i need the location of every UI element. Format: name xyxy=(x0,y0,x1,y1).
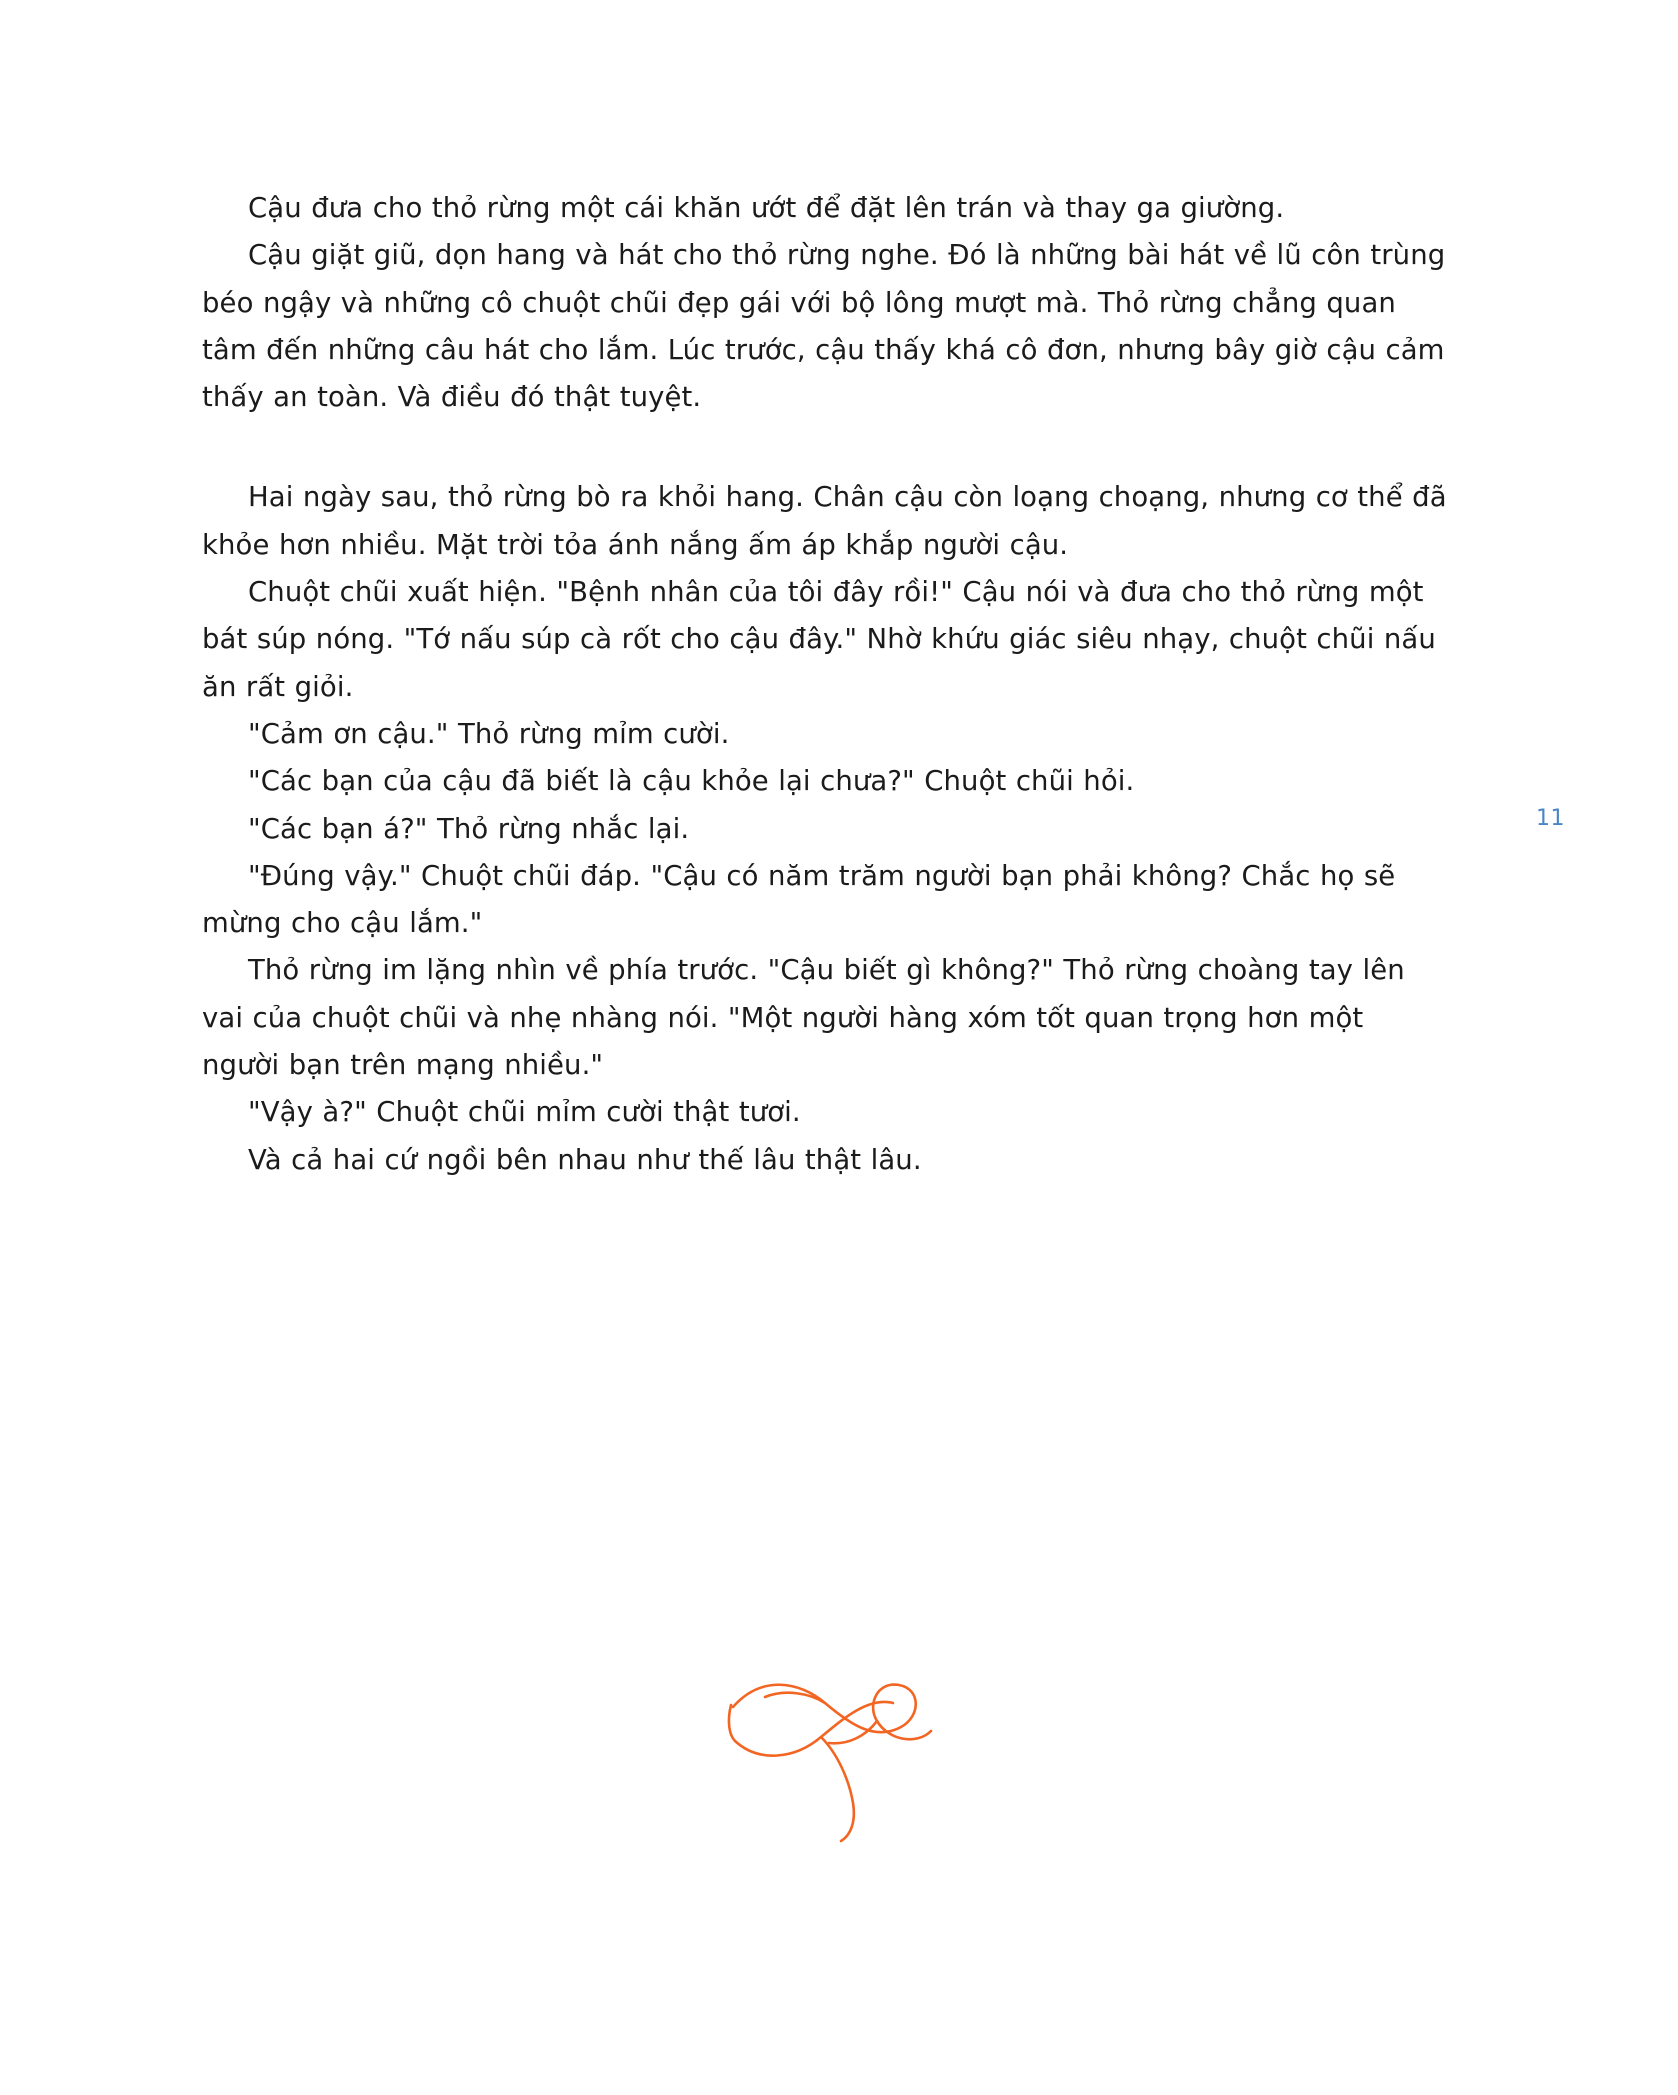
paragraph: Thỏ rừng im lặng nhìn về phía trước. "Cậu biết gì không?" Thỏ rừng choàng tay lên vai của chuột chũi và nhẹ nhàng nói. "Một người hàng xóm tốt quan trọng hơn một người bạn trên mạng nhiều." xyxy=(202,954,1405,1082)
paragraph: "Vậy à?" Chuột chũi mỉm cười thật tươi. xyxy=(248,1096,801,1129)
flourish-ornament xyxy=(725,1645,955,1845)
paragraph: Chuột chũi xuất hiện. "Bệnh nhân của tôi đây rồi!" Cậu nói và đưa cho thỏ rừng một bát súp nóng. "Tớ nấu súp cà rốt cho cậu đây." Nhờ khứu giác siêu nhạy, chuột chũi nấu ăn rất giỏi. xyxy=(202,576,1436,703)
page-number: 11 xyxy=(1536,806,1565,831)
paragraph: "Đúng vậy." Chuột chũi đáp. "Cậu có năm trăm người bạn phải không? Chắc họ sẽ mừng cho cậu lắm." xyxy=(202,859,1396,940)
paragraph: Và cả hai cứ ngồi bên nhau như thế lâu thật lâu. xyxy=(248,1143,922,1176)
paragraph: "Cảm ơn cậu." Thỏ rừng mỉm cười. xyxy=(248,717,730,750)
paragraph: "Các bạn á?" Thỏ rừng nhắc lại. xyxy=(248,812,690,845)
paragraph: Cậu giặt giũ, dọn hang và hát cho thỏ rừng nghe. Đó là những bài hát về lũ côn trùng béo ngậy và những cô chuột chũi đẹp gái với bộ lông mượt mà. Thỏ rừng chẳng quan tâm đến những câu hát cho lắm. Lúc trước, cậu thấy khá cô đơn, nhưng bây giờ cậu cảm thấy an toàn. Và điều đó thật tuyệt. xyxy=(202,239,1446,414)
paragraph: Hai ngày sau, thỏ rừng bò ra khỏi hang. Chân cậu còn loạng choạng, nhưng cơ thể đã khỏe hơn nhiều. Mặt trời tỏa ánh nắng ấm áp khắp người cậu. xyxy=(202,481,1447,561)
body-text-column xyxy=(202,185,1447,1184)
paragraph: "Các bạn của cậu đã biết là cậu khỏe lại chưa?" Chuột chũi hỏi. xyxy=(248,765,1135,798)
paragraph: Cậu đưa cho thỏ rừng một cái khăn ướt để đặt lên trán và thay ga giường. xyxy=(248,192,1285,224)
